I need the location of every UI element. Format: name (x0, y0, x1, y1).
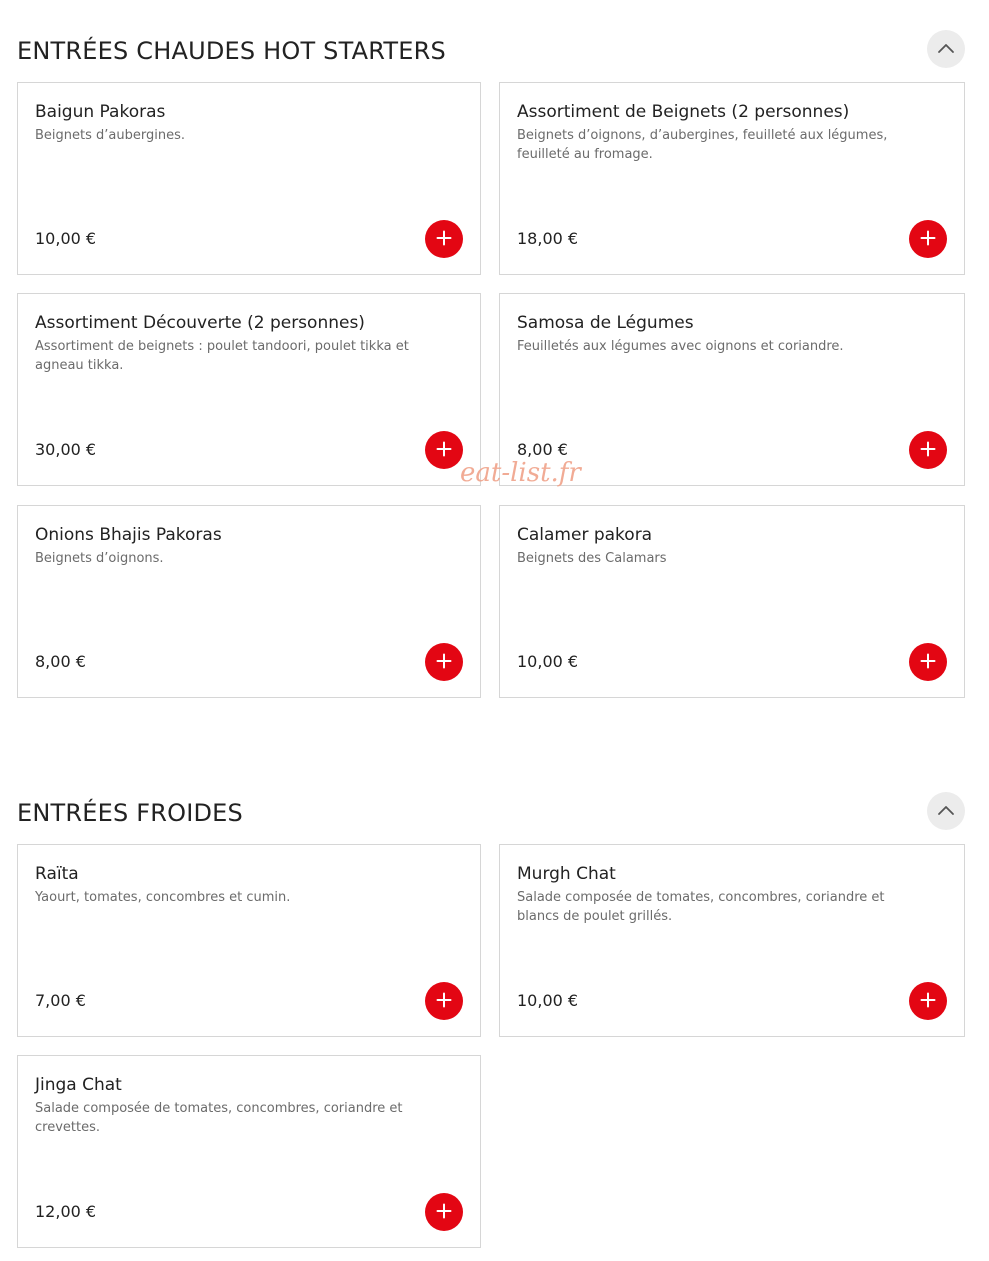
add-to-cart-button[interactable] (909, 982, 947, 1020)
menu-item-name: Assortiment de Beignets (2 personnes) (517, 102, 850, 122)
add-to-cart-button[interactable] (425, 431, 463, 469)
menu-item-price: 8,00 € (35, 652, 86, 671)
menu-item-card[interactable] (499, 505, 965, 698)
menu-item-description: Yaourt, tomates, concombres et cumin. (35, 890, 291, 905)
section-header (17, 792, 965, 832)
menu-item-card[interactable] (17, 293, 481, 486)
menu-item-price: 7,00 € (35, 991, 86, 1010)
menu-item-card[interactable] (17, 1055, 481, 1248)
menu-item-name: Samosa de Légumes (517, 313, 694, 333)
add-to-cart-button[interactable] (425, 982, 463, 1020)
plus-icon (436, 1203, 452, 1222)
menu-item-card[interactable] (17, 844, 481, 1037)
plus-icon (920, 441, 936, 460)
watermark-text: eat-list.fr (460, 458, 581, 488)
menu-item-description: Feuilletés aux légumes avec oignons et coriandre. (517, 339, 844, 354)
menu-item-name: Murgh Chat (517, 864, 616, 884)
add-to-cart-button[interactable] (425, 643, 463, 681)
add-to-cart-button[interactable] (909, 220, 947, 258)
menu-item-name: Baigun Pakoras (35, 102, 166, 122)
menu-item-price: 10,00 € (35, 229, 97, 248)
menu-item-description: Salade composée de tomates, concombres, coriandre et crevettes. (35, 1101, 403, 1135)
menu-item-price: 10,00 € (517, 652, 579, 671)
menu-item-name: Jinga Chat (35, 1075, 122, 1095)
section-hot-starters (17, 30, 965, 70)
menu-item-description: Beignets d’oignons. (35, 551, 164, 566)
add-to-cart-button[interactable] (909, 431, 947, 469)
menu-item-price: 12,00 € (35, 1202, 97, 1221)
menu-item-description: Beignets d’oignons, d’aubergines, feuilleté aux légumes, feuilleté au fromage. (517, 128, 888, 162)
chevron-up-icon (937, 804, 955, 819)
menu-item-card[interactable] (17, 82, 481, 275)
menu-item-card[interactable] (499, 293, 965, 486)
menu-item-description: Beignets d’aubergines. (35, 128, 185, 143)
menu-item-price: 8,00 € (517, 440, 568, 459)
section-header (17, 30, 965, 70)
plus-icon (436, 230, 452, 249)
plus-icon (436, 992, 452, 1011)
menu-item-name: Assortiment Découverte (2 personnes) (35, 313, 365, 333)
add-to-cart-button[interactable] (909, 643, 947, 681)
menu-item-description: Beignets des Calamars (517, 551, 667, 566)
menu-item-card[interactable] (17, 505, 481, 698)
menu-item-name: Calamer pakora (517, 525, 653, 545)
add-to-cart-button[interactable] (425, 1193, 463, 1231)
menu-item-name: Raïta (35, 864, 79, 884)
menu-item-price: 10,00 € (517, 991, 579, 1010)
menu-item-name: Onions Bhajis Pakoras (35, 525, 222, 545)
menu-item-description: Assortiment de beignets : poulet tandoori, poulet tikka et agneau tikka. (35, 339, 409, 373)
menu-item-price: 30,00 € (35, 440, 97, 459)
menu-item-card[interactable] (499, 844, 965, 1037)
plus-icon (436, 441, 452, 460)
menu-item-card[interactable] (499, 82, 965, 275)
menu-item-description: Salade composée de tomates, concombres, coriandre et blancs de poulet grillés. (517, 890, 885, 924)
section-title: ENTRÉES CHAUDES HOT STARTERS (17, 37, 446, 65)
collapse-section-button[interactable] (927, 792, 965, 830)
collapse-section-button[interactable] (927, 30, 965, 68)
section-title: ENTRÉES FROIDES (17, 799, 243, 827)
plus-icon (920, 230, 936, 249)
plus-icon (920, 653, 936, 672)
plus-icon (436, 653, 452, 672)
add-to-cart-button[interactable] (425, 220, 463, 258)
plus-icon (920, 992, 936, 1011)
menu-item-price: 18,00 € (517, 229, 579, 248)
section-cold-starters (17, 792, 965, 832)
chevron-up-icon (937, 42, 955, 57)
